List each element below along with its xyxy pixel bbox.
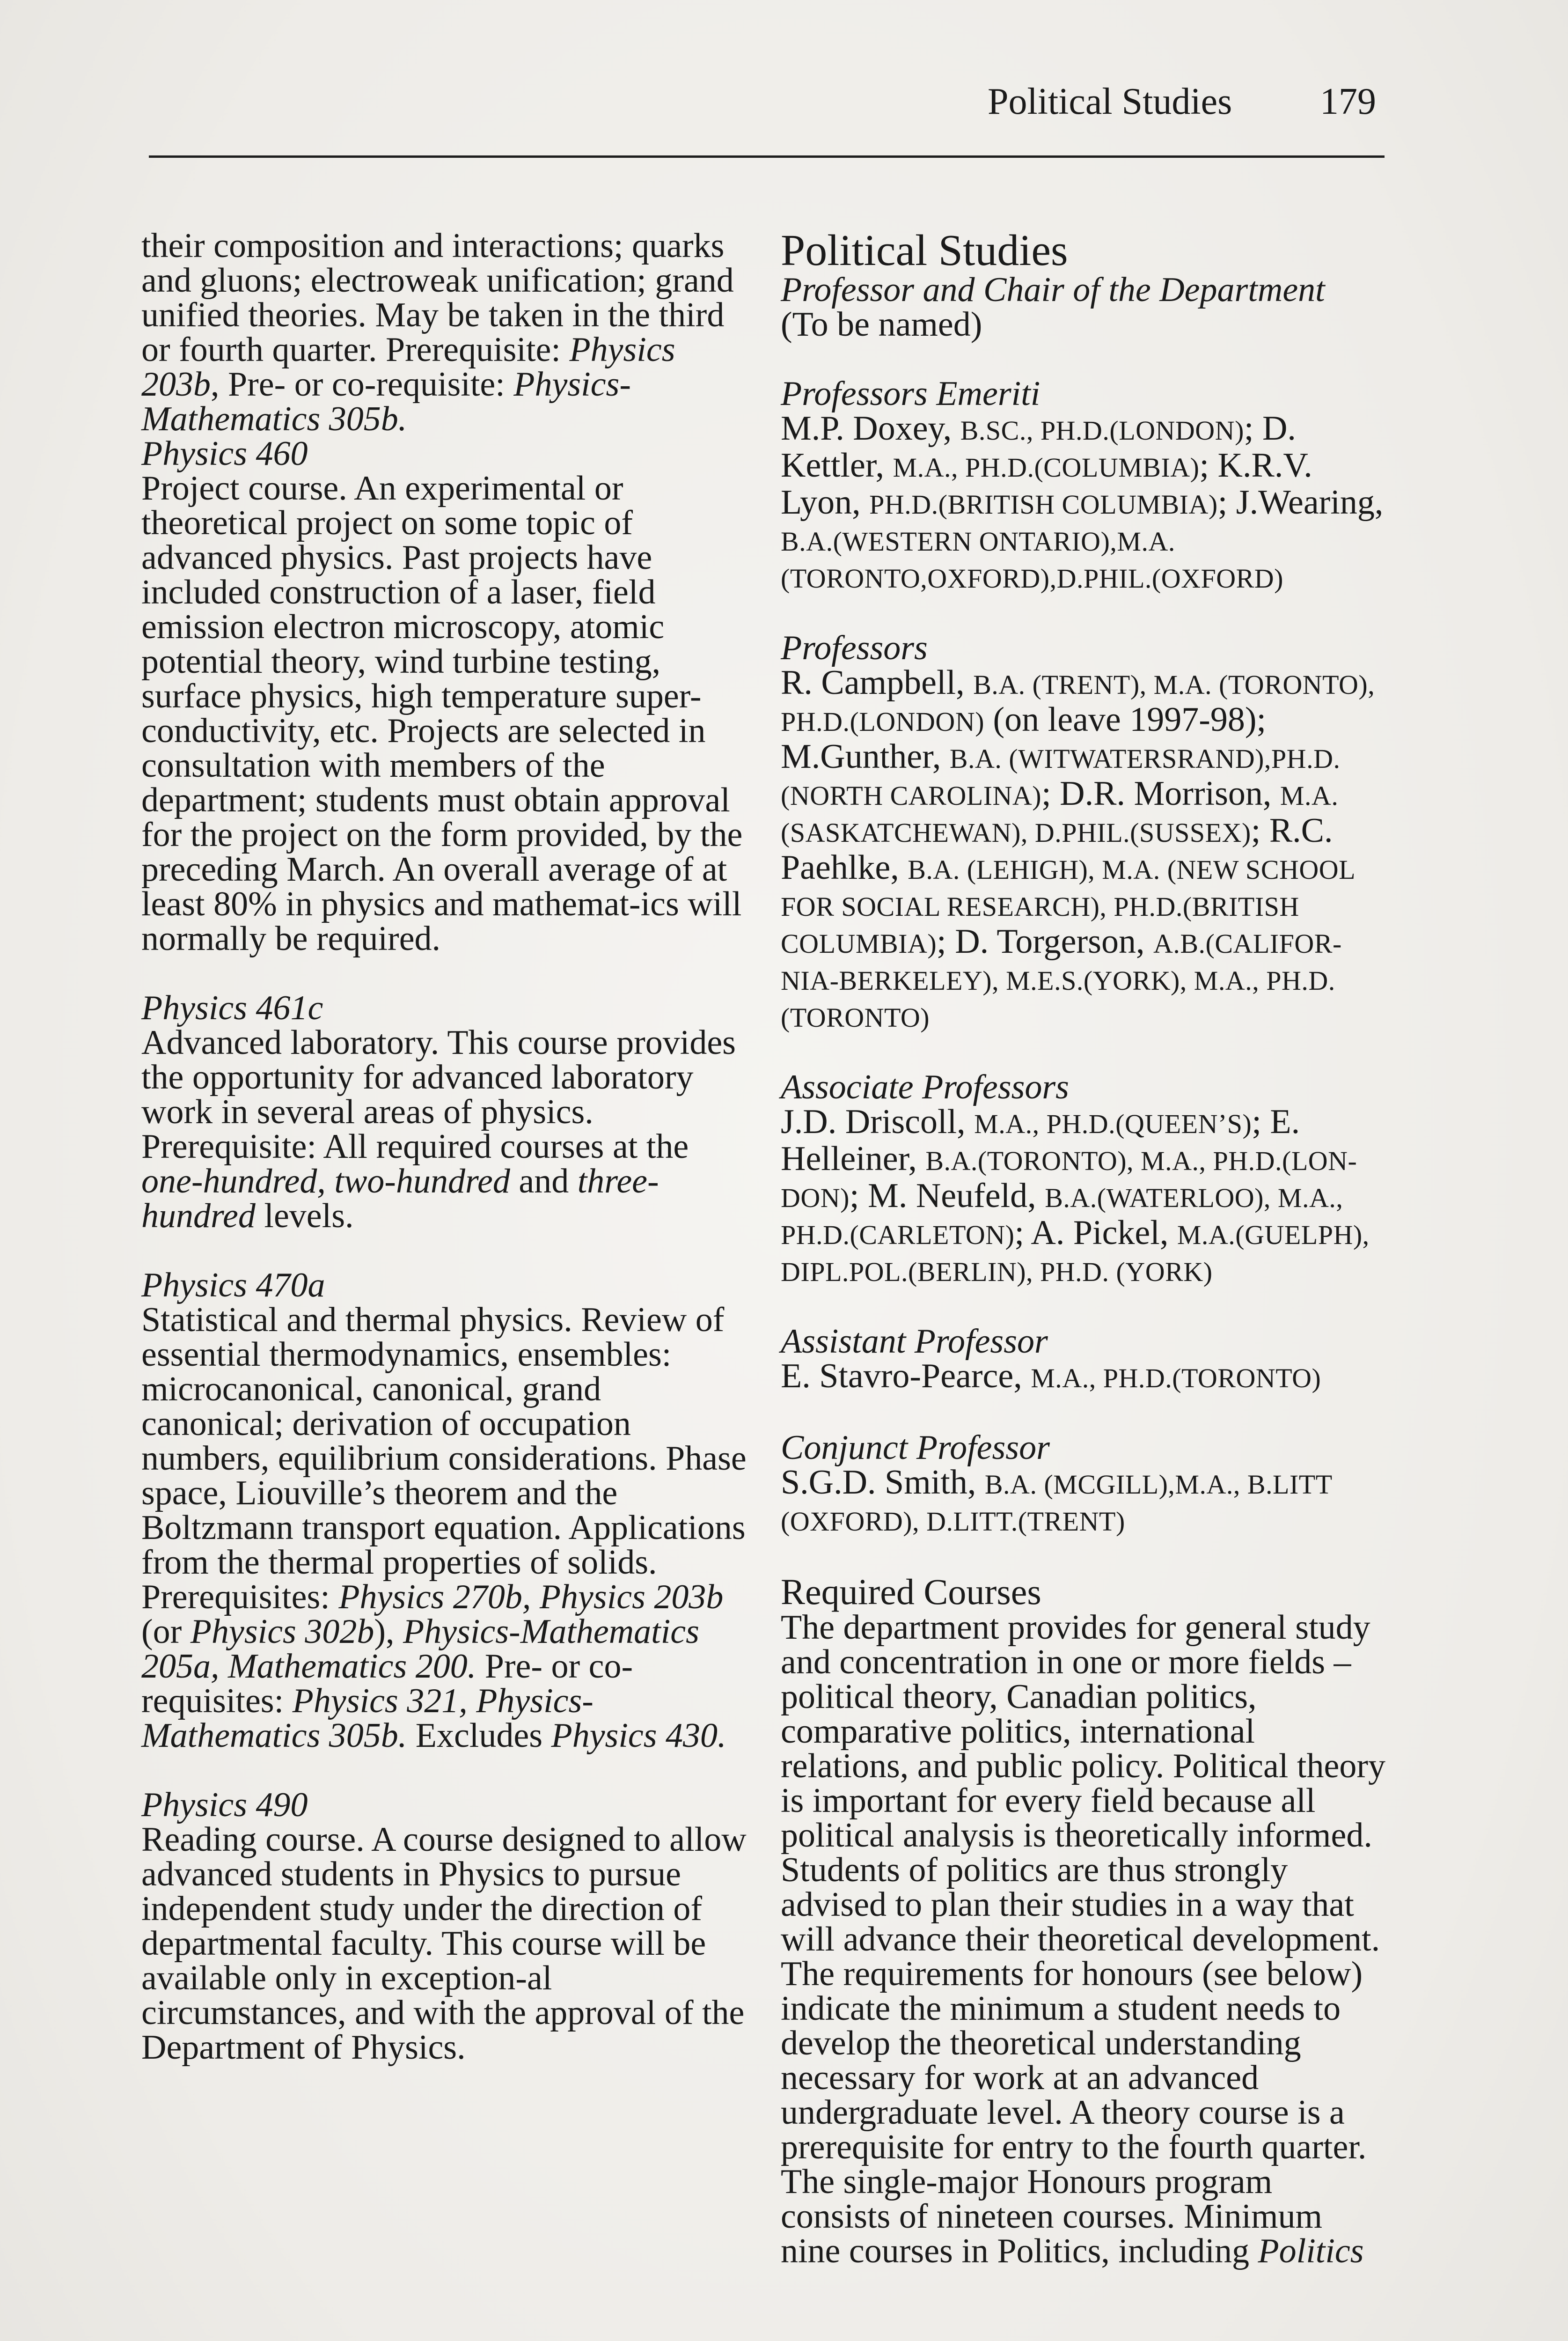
course-heading: Physics 470a (141, 1266, 325, 1304)
faculty-name: E. Helleiner, (781, 1103, 1300, 1178)
honours-text: The single-major Honours program consists of nineteen courses. Minimum nine courses in Politics, including (781, 2163, 1323, 2270)
course-description (141, 1303, 750, 1753)
faculty-list (781, 1359, 1389, 1396)
faculty-name: M. Neufeld, (868, 1177, 1045, 1215)
faculty-heading: Assistant Professor (781, 1322, 1048, 1361)
course-prereq: Physics 302b (190, 1612, 374, 1651)
separator: ; (1217, 483, 1236, 522)
faculty-name: E. Stavro-Pearce, (781, 1357, 1031, 1395)
faculty-heading: Professor and Chair of the Department (781, 271, 1325, 309)
faculty-name: M.P. Doxey, (781, 409, 960, 448)
course-physics-461c (141, 991, 750, 1233)
faculty-credentials: B.A. (MCGILL),M.A., B.LITT (OXFORD), D.LITT.(TRENT) (781, 1469, 1332, 1537)
separator: ; (849, 1177, 868, 1215)
subsection-title: Required Courses (781, 1571, 1041, 1612)
faculty-name: M.Gunther, (781, 737, 950, 776)
course-text: and (510, 1162, 578, 1200)
faculty-credentials: M.A., PH.D.(TORONTO) (1031, 1363, 1321, 1393)
course-exclusion: Physics 430. (551, 1716, 726, 1755)
course-text: Excludes (407, 1716, 551, 1755)
faculty-heading: Professors Emeriti (781, 375, 1040, 413)
faculty-credentials: B.SC., PH.D.(LONDON) (960, 415, 1244, 446)
course-text: levels. (255, 1197, 354, 1235)
separator: ; (937, 922, 955, 961)
faculty-list (781, 1104, 1389, 1289)
faculty-credentials: B.A.(TORONTO), M.A., PH.D.(LON-DON) (781, 1146, 1357, 1213)
course-text: Pre- or co-requisites: (141, 1647, 633, 1720)
faculty-credentials: B.A. (WITWATERSRAND),PH.D. (NORTH CAROLINA) (781, 744, 1341, 811)
faculty-list (781, 665, 1389, 1035)
course-heading: Physics 460 (141, 434, 308, 473)
faculty-list (781, 411, 1389, 596)
course-heading: Physics 490 (141, 1786, 308, 1824)
conjunct-professor-block (781, 1430, 1389, 1539)
honours-course-ref: Politics (1258, 2232, 1364, 2270)
course-description: Project course. An experimental or theoretical project on some topic of advanced physics. Past projects have included construction of a laser, field emission electron microscopy, atomic potential theory, wind turbine testing, surface physics, high temperature super-conductivity, etc. Projects are selected in consultation with members of the department; students must obtain approval for the project on the form provided, by the preceding March. An overall average of at least 80% in physics and mathemat-ics will normally be required. (141, 469, 743, 958)
faculty-credentials: M.A., PH.D.(QUEEN’S) (974, 1109, 1252, 1139)
faculty-list (781, 1465, 1389, 1539)
course-prereq: Physics 270b, Physics 203b (338, 1578, 724, 1616)
faculty-name: R.C. Paehlke, (781, 811, 1333, 887)
course-description: Reading course. A course designed to allow advanced students in Physics to pursue independent study under the direction of departmental faculty. This course will be available only in exception-al circumstances, and with the approval of the Department of Physics. (141, 1820, 747, 2067)
emeriti-block (781, 376, 1389, 596)
intro-text: their composition and interactions; quarks and gluons; electroweak unification; grand unified theories. May be taken in the third or fourth quarter. Prerequisite: (141, 227, 734, 369)
separator: ; (1252, 1103, 1270, 1141)
course-levels: three-hundred (141, 1162, 659, 1235)
honours-program-paragraph (781, 2164, 1389, 2268)
faculty-heading: Associate Professors (781, 1068, 1069, 1106)
separator: ; (1014, 1214, 1031, 1252)
faculty-name: D. Kettler, (781, 409, 1296, 485)
faculty-name: K.R.V. Lyon, (781, 446, 1312, 522)
page-number: 179 (1320, 81, 1376, 122)
faculty-credentials: B.A.(WATERLOO), M.A., PH.D.(CARLETON) (781, 1183, 1343, 1250)
faculty-name: J.Wearing, (1236, 483, 1384, 522)
faculty-name: D.R. Morrison, (1060, 774, 1280, 813)
separator: ; (1251, 811, 1269, 850)
faculty-credentials: M.A., PH.D.(COLUMBIA) (893, 452, 1200, 483)
faculty-heading: Conjunct Professor (781, 1428, 1050, 1467)
required-courses-block (781, 1571, 1389, 2270)
faculty-name: S.G.D. Smith, (781, 1463, 985, 1502)
course-text: Advanced laboratory. This course provides the opportunity for advanced laboratory work in several areas of physics. Prerequisite: All required courses at the (141, 1023, 736, 1166)
section-title: Political Studies (781, 226, 1068, 275)
intro-coreq: Physics-Mathematics 305b. (141, 365, 631, 438)
faculty-name: D. Torgerson, (955, 922, 1153, 961)
assistant-professor-block (781, 1324, 1389, 1396)
faculty-credentials: M.A.(GUELPH), DIPL.POL.(BERLIN), PH.D. (YORK) (781, 1220, 1370, 1287)
associate-professors-block (781, 1070, 1389, 1289)
course-text: ), (374, 1612, 403, 1651)
faculty-note: (on leave 1997-98); (984, 700, 1267, 739)
faculty-credentials: B.A. (LEHIGH), M.A. (NEW SCHOOL FOR SOCIAL RESEARCH), PH.D.(BRITISH COLUMBIA) (781, 854, 1355, 959)
faculty-heading: Professors (781, 629, 928, 667)
course-physics-490 (141, 1788, 750, 2065)
header-rule (149, 155, 1385, 158)
course-description (141, 1025, 750, 1233)
intro-prereq: Physics 203b (141, 331, 675, 404)
right-column (781, 228, 1389, 2268)
course-text: Statistical and thermal physics. Review of essential thermodynamics, ensembles: microcanonical, canonical, grand canonical; derivation of occupation numbers, equilibrium considerations. Phase space, Liouville’s theorem and the Boltzmann transport equation. Applications from the thermal properties of solids. Prerequisites: (141, 1301, 747, 1616)
required-courses-paragraph: The department provides for general study and concentration in one or more fields – political theory, Canadian politics, comparative politics, international relations, and public policy. Political theory is important for every field because all political analysis is theoretically informed. Students of politics are thus strongly advised to plan their studies in a way that will advance their theoretical development. The requirements for honours (see below) indicate the minimum a student needs to develop the theoretical understanding necessary for work at an advanced undergraduate level. A theory course is a prerequisite for entry to the fourth quarter. (781, 1608, 1385, 2166)
faculty-credentials: B.A. (TRENT), M.A. (TORONTO), PH.D.(LONDON) (781, 670, 1375, 737)
faculty-credentials: M.A. (SASKATCHEWAN), D.PHIL.(SUSSEX) (781, 780, 1339, 848)
course-physics-460 (141, 436, 750, 956)
intro-mid: , Pre- or co-requisite: (211, 365, 514, 404)
professors-block (781, 631, 1389, 1035)
course-coreq: Physics 321, Physics-Mathematics 305b. (141, 1682, 593, 1755)
separator: ; (1244, 409, 1262, 448)
faculty-credentials: A.B.(CALIFOR-NIA-BERKELEY), M.E.S.(YORK), M.A., PH.D. (TORONTO) (781, 928, 1342, 1033)
faculty-name: R. Campbell, (781, 663, 974, 702)
course-heading: Physics 461c (141, 989, 323, 1027)
course-physics-470a (141, 1268, 750, 1753)
separator: ; (1041, 774, 1060, 813)
course-levels: one-hundred, two-hundred (141, 1162, 510, 1200)
course-text: (or (141, 1612, 191, 1651)
faculty-credentials: PH.D.(BRITISH COLUMBIA) (869, 489, 1218, 520)
chair-name: (To be named) (781, 305, 982, 344)
faculty-name: A. Pickel, (1031, 1214, 1177, 1252)
faculty-credentials: B.A.(WESTERN ONTARIO),M.A. (TORONTO,OXFORD),D.PHIL.(OXFORD) (781, 526, 1283, 594)
course-prereq: Physics-Mathematics 205a, Mathematics 200. (141, 1612, 699, 1686)
chair-block (781, 272, 1389, 342)
faculty-name: J.D. Driscoll, (781, 1103, 975, 1141)
running-header-title: Political Studies (988, 81, 1232, 122)
separator: ; (1199, 446, 1218, 485)
left-column (141, 228, 750, 2099)
continued-course-text (141, 228, 750, 436)
